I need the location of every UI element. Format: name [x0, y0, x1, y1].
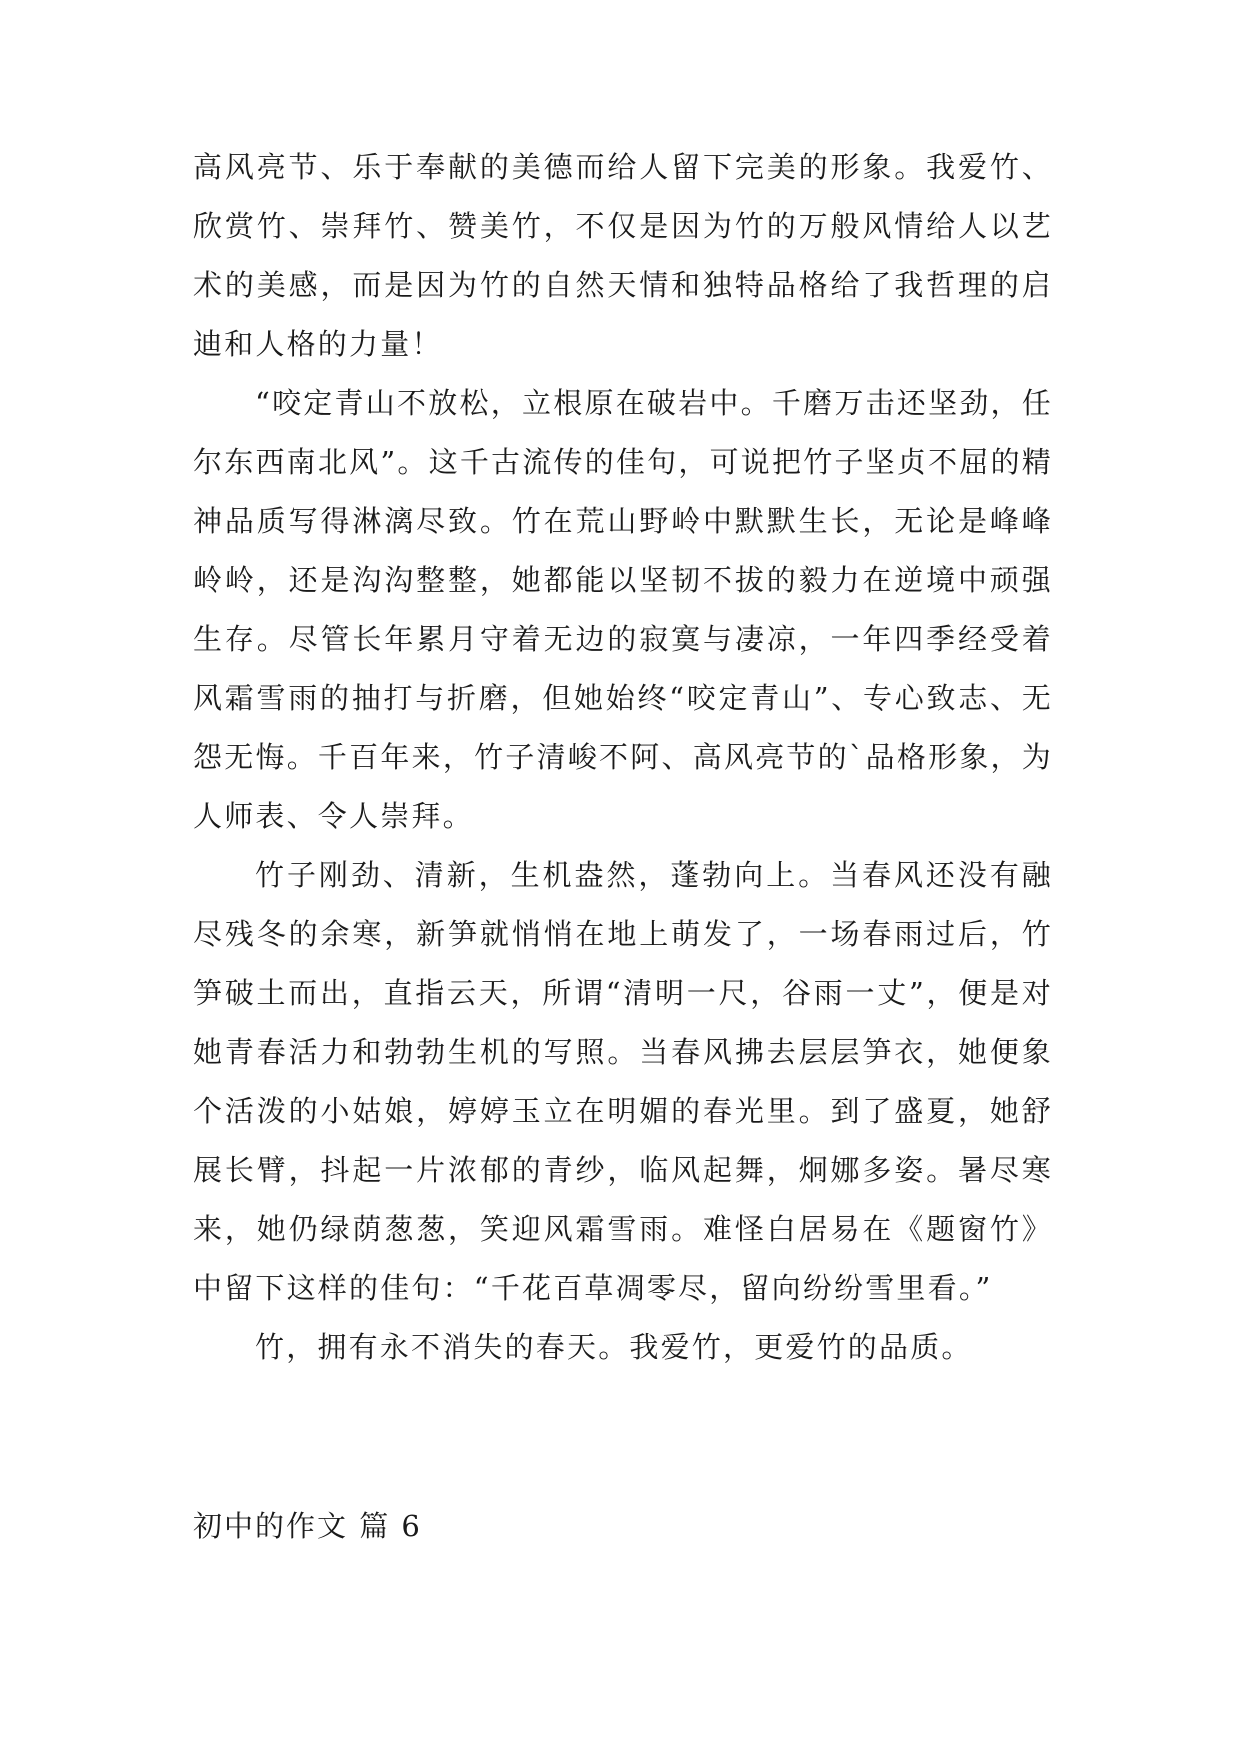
- paragraph-4: 竹，拥有永不消失的春天。我爱竹，更爱竹的品质。: [255, 1330, 973, 1364]
- article-body: [193, 138, 1053, 1377]
- paragraph-2: “咬定青山不放松，立根原在破岩中。千磨万击还坚劲，任尔东西南北风”。这千古流传的佳句，可说把竹子坚贞不屈的精神品质写得淋漓尽致。竹在荒山野岭中默默生长，无论是峰峰岭岭，还是沟沟整整，她都能以坚韧不拔的毅力在逆境中顽强生存。尽管长年累月守着无边的寂寞与凄凉，一年四季经受着风霜雪雨的抽打与折磨，但她始终“咬定青山”、专心致志、无怨无悔。千百年来，竹子清峻不阿、高风亮节的`品格形象，为人师表、令人崇拜。: [193, 386, 1053, 833]
- paragraph-1: 高风亮节、乐于奉献的美德而给人留下完美的形象。我爱竹、欣赏竹、崇拜竹、赞美竹，不仅是因为竹的万般风情给人以艺术的美感，而是因为竹的自然天情和独特品格给了我哲理的启迪和人格的力量！: [193, 150, 1053, 361]
- section-heading: 初中的作文 篇 6: [193, 1509, 422, 1543]
- paragraph-3: 竹子刚劲、清新，生机盎然，蓬勃向上。当春风还没有融尽残冬的余寒，新笋就悄悄在地上萌发了，一场春雨过后，竹笋破土而出，直指云天，所谓“清明一尺，谷雨一丈”，便是对她青春活力和勃勃生机的写照。当春风拂去层层笋衣，她便象个活泼的小姑娘，婷婷玉立在明媚的春光里。到了盛夏，她舒展长臂，抖起一片浓郁的青纱，临风起舞，炯娜多姿。暑尽寒来，她仍绿荫葱葱，笑迎风霜雪雨。难怪白居易在《题窗竹》中留下这样的佳句：“千花百草凋零尽，留向纷纷雪里看。”: [193, 858, 1053, 1305]
